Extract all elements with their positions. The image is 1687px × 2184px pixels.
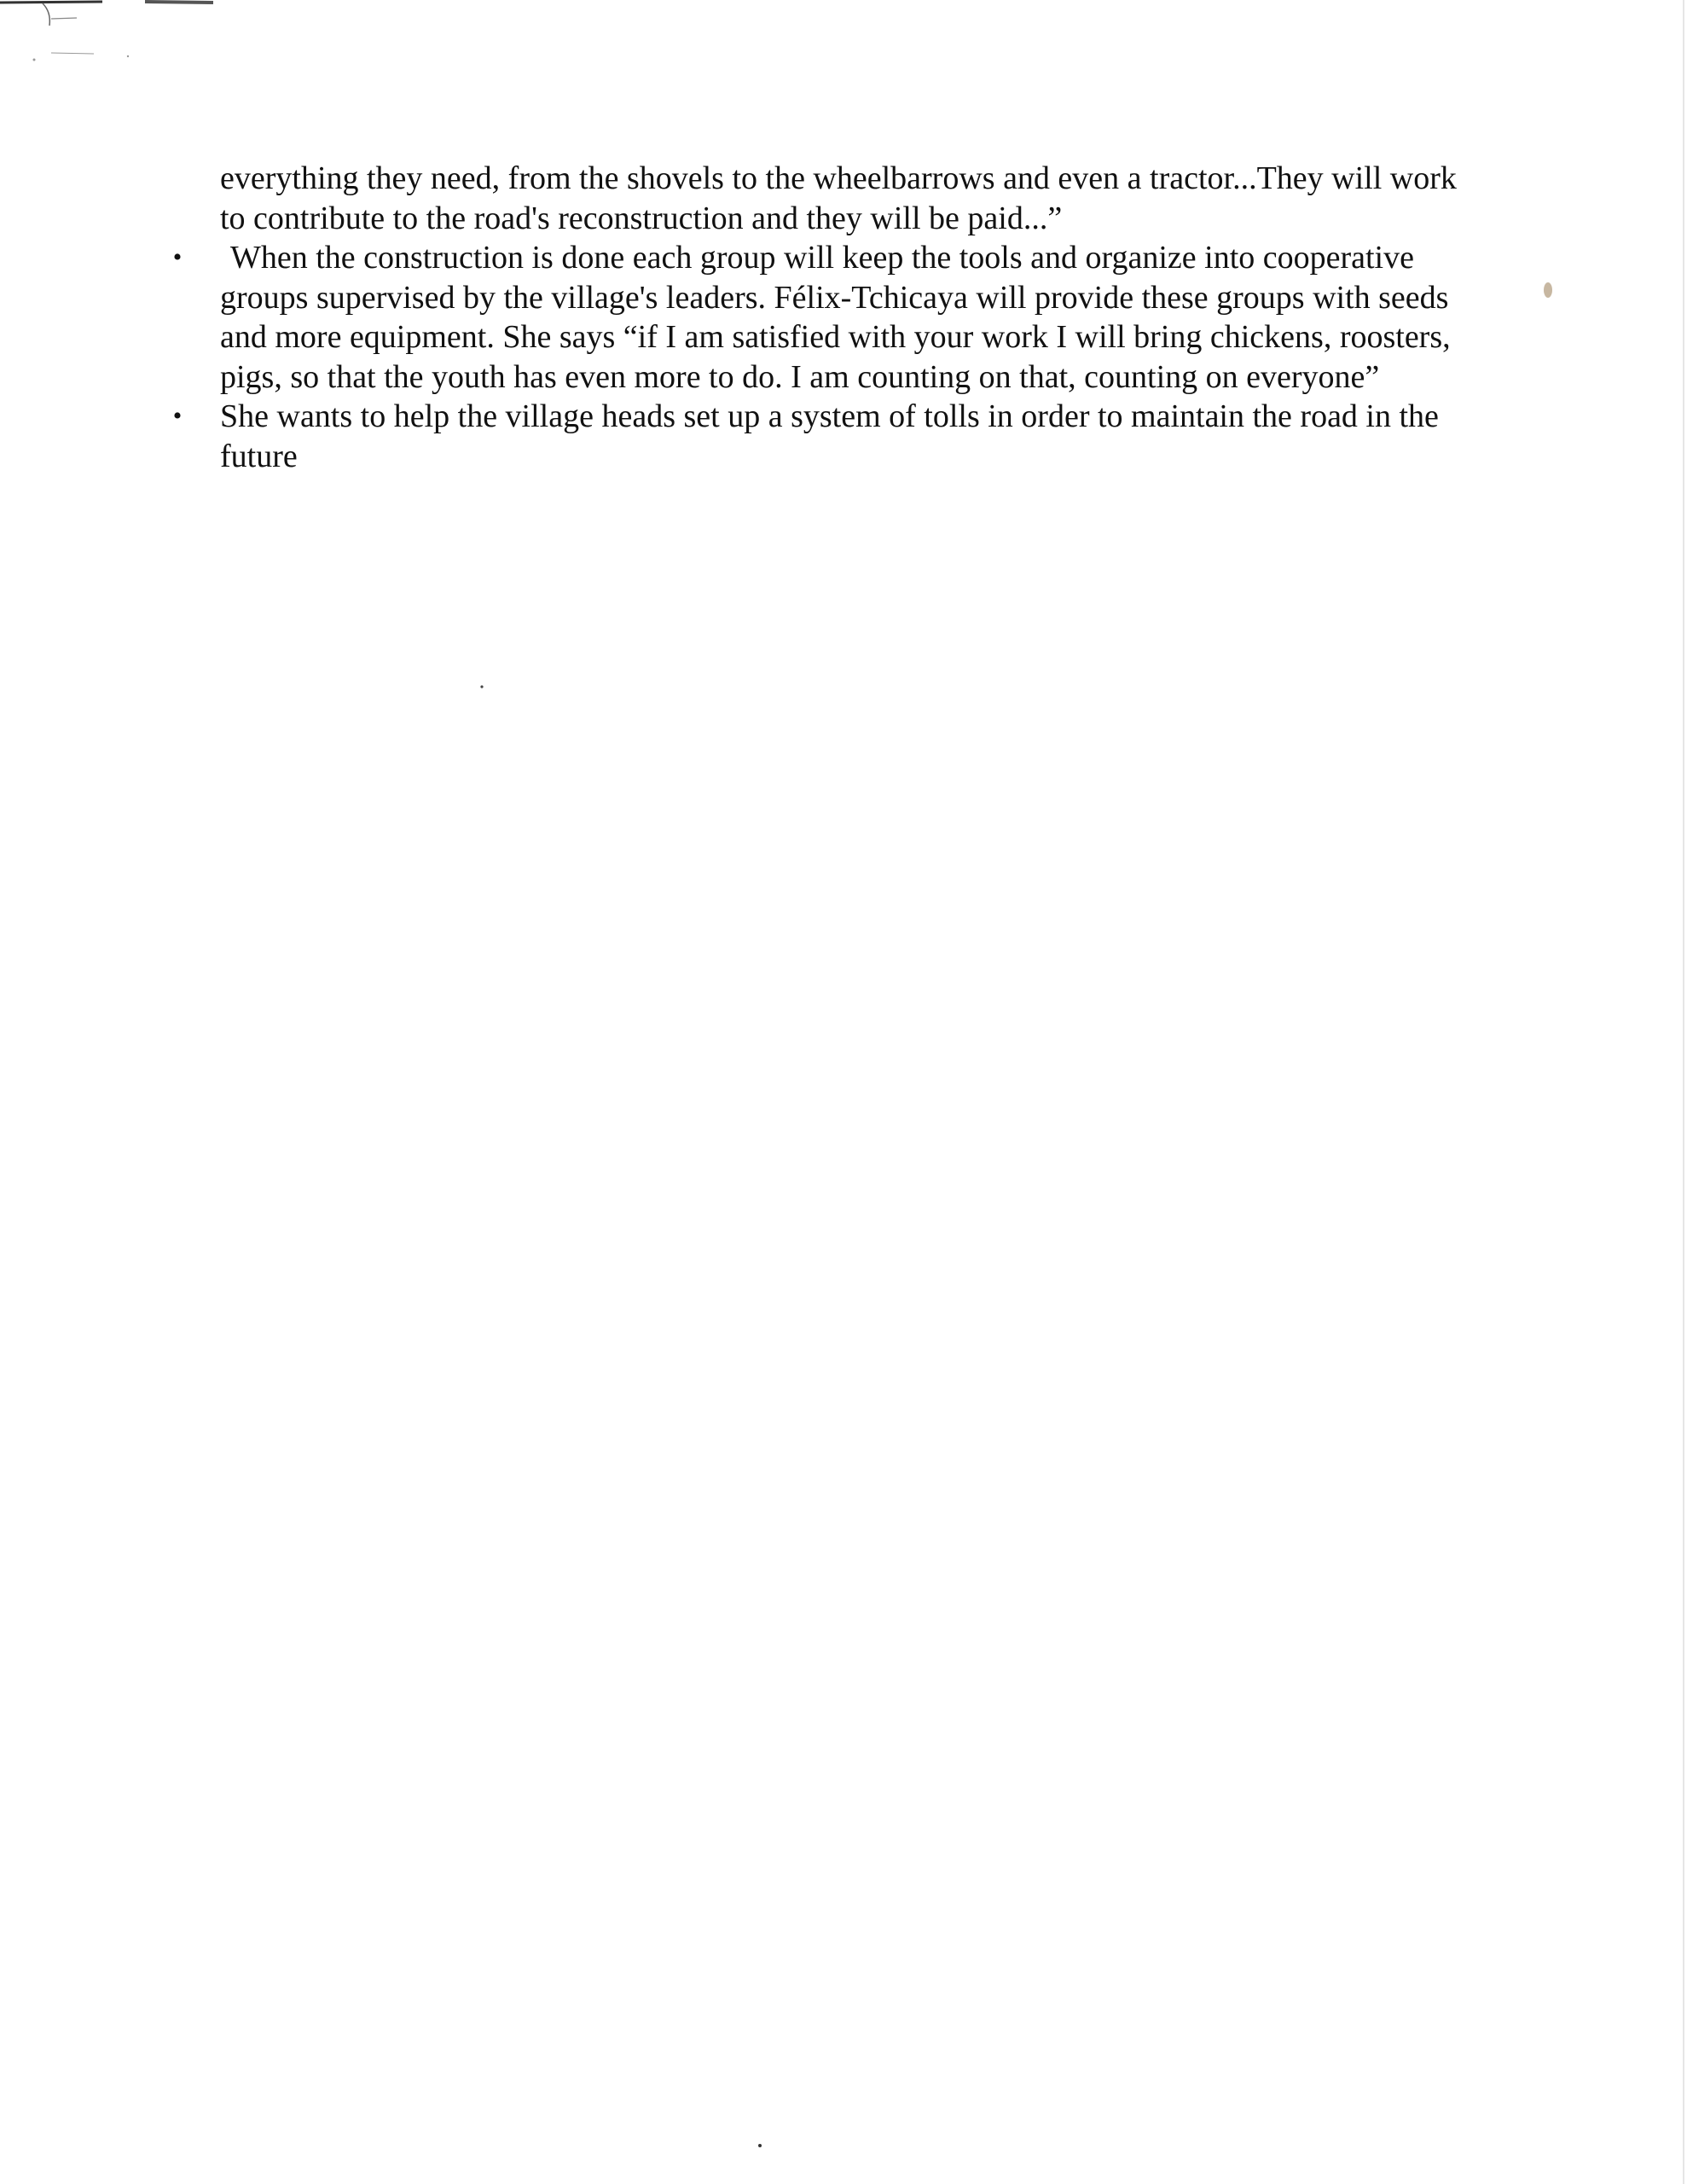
scan-artifact-top-left (0, 0, 256, 77)
text-line: future (220, 438, 298, 474)
list-item (172, 238, 1516, 397)
text-line: groups supervised by the village's leaders. Félix-Tchicaya will provide these groups with seeds (220, 279, 1449, 316)
continuation-paragraph (220, 159, 1516, 238)
list-item (172, 397, 1516, 476)
scan-speck (478, 682, 486, 691)
text-line: everything they need, from the shovels to the wheelbarrows and even a tractor...They will work (220, 160, 1457, 196)
bullet-icon: • (172, 243, 183, 271)
bullet-icon: • (172, 402, 183, 430)
text-line: She wants to help the village heads set up a system of tolls in order to maintain the road in the (220, 398, 1439, 434)
scan-speck (756, 2141, 764, 2150)
body-text (172, 159, 1516, 476)
text-line: When the construction is done each group will keep the tools and organize into cooperative (230, 240, 1414, 276)
scan-edge-line (1680, 0, 1687, 2184)
text-line: to contribute to the road's reconstruction and they will be paid...” (220, 200, 1063, 236)
bullet-list (172, 238, 1516, 476)
scan-smudge-right (1535, 273, 1561, 307)
text-line: and more equipment. She says “if I am satisfied with your work I will bring chickens, roosters, (220, 319, 1451, 355)
text-line: pigs, so that the youth has even more to do. I am counting on that, counting on everyone” (220, 358, 1380, 395)
